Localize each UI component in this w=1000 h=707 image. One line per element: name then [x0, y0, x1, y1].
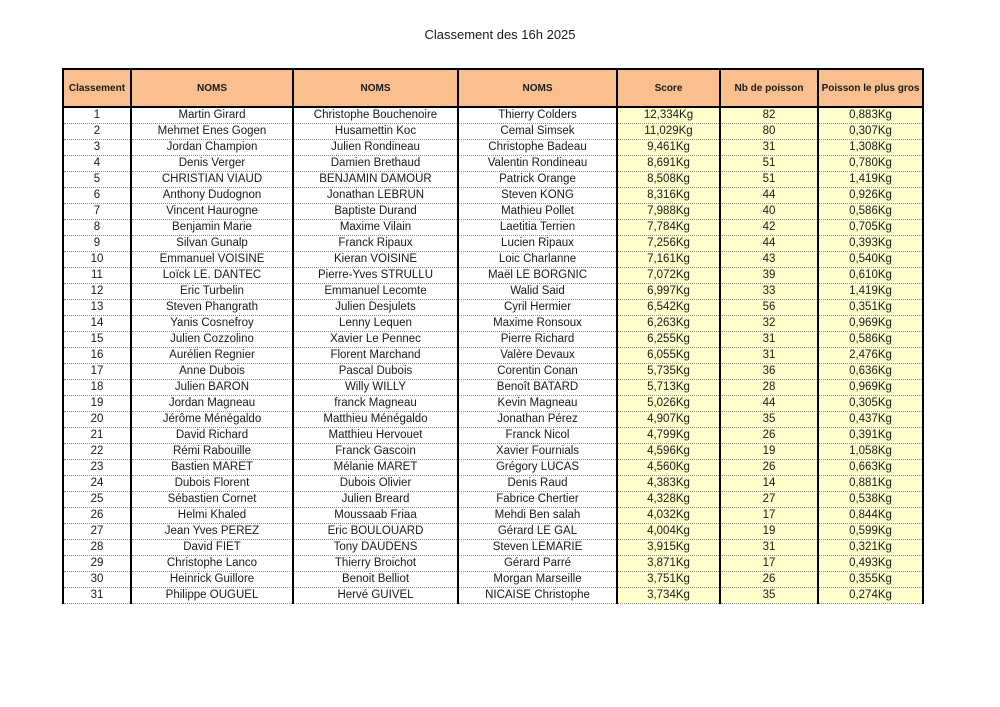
- biggest-fish-cell: 0,705Kg: [818, 220, 923, 236]
- name-cell: Hervé GUIVEL: [293, 588, 458, 604]
- table-row: [63, 124, 923, 140]
- name-cell: Jean Yves PEREZ: [131, 524, 293, 540]
- name-cell: Florent Marchand: [293, 348, 458, 364]
- table-row: [63, 396, 923, 412]
- header-noms-3: NOMS: [458, 69, 617, 107]
- biggest-fish-cell: 0,538Kg: [818, 492, 923, 508]
- biggest-fish-cell: 0,663Kg: [818, 460, 923, 476]
- name-cell: Pierre-Yves STRULLU: [293, 268, 458, 284]
- name-cell: Loic Charlanne: [458, 252, 617, 268]
- score-cell: 4,560Kg: [617, 460, 720, 476]
- name-cell: Martin Girard: [131, 107, 293, 124]
- score-cell: 11,029Kg: [617, 124, 720, 140]
- score-cell: 8,691Kg: [617, 156, 720, 172]
- name-cell: Thierry Broichot: [293, 556, 458, 572]
- table-row: [63, 540, 923, 556]
- name-cell: Jonathan LEBRUN: [293, 188, 458, 204]
- table-row: [63, 524, 923, 540]
- rank-cell: 7: [63, 204, 131, 220]
- fish-count-cell: 31: [720, 540, 818, 556]
- biggest-fish-cell: 0,586Kg: [818, 204, 923, 220]
- table-row: [63, 588, 923, 604]
- name-cell: Lenny Lequen: [293, 316, 458, 332]
- biggest-fish-cell: 0,540Kg: [818, 252, 923, 268]
- rank-cell: 15: [63, 332, 131, 348]
- name-cell: Maxime Vilain: [293, 220, 458, 236]
- name-cell: Christophe Lanco: [131, 556, 293, 572]
- biggest-fish-cell: 0,493Kg: [818, 556, 923, 572]
- header-row: [63, 69, 923, 107]
- rank-cell: 28: [63, 540, 131, 556]
- name-cell: Jérôme Ménégaldo: [131, 412, 293, 428]
- header-noms-2: NOMS: [293, 69, 458, 107]
- table-row: [63, 188, 923, 204]
- biggest-fish-cell: 0,883Kg: [818, 107, 923, 124]
- fish-count-cell: 80: [720, 124, 818, 140]
- name-cell: Christophe Badeau: [458, 140, 617, 156]
- score-cell: 4,328Kg: [617, 492, 720, 508]
- table-row: [63, 172, 923, 188]
- rank-cell: 1: [63, 107, 131, 124]
- score-cell: 3,751Kg: [617, 572, 720, 588]
- score-cell: 7,072Kg: [617, 268, 720, 284]
- rank-cell: 20: [63, 412, 131, 428]
- rank-cell: 5: [63, 172, 131, 188]
- name-cell: NICAISE Christophe: [458, 588, 617, 604]
- fish-count-cell: 19: [720, 444, 818, 460]
- name-cell: Husamettin Koc: [293, 124, 458, 140]
- rank-cell: 3: [63, 140, 131, 156]
- table-row: [63, 428, 923, 444]
- table-row: [63, 380, 923, 396]
- score-cell: 8,316Kg: [617, 188, 720, 204]
- fish-count-cell: 56: [720, 300, 818, 316]
- name-cell: Gérard Parré: [458, 556, 617, 572]
- name-cell: Dubois Olivier: [293, 476, 458, 492]
- name-cell: Helmi Khaled: [131, 508, 293, 524]
- biggest-fish-cell: 0,355Kg: [818, 572, 923, 588]
- fish-count-cell: 42: [720, 220, 818, 236]
- name-cell: Sébastien Cornet: [131, 492, 293, 508]
- score-cell: 4,596Kg: [617, 444, 720, 460]
- table-row: [63, 476, 923, 492]
- name-cell: Julien Desjulets: [293, 300, 458, 316]
- name-cell: Franck Ripaux: [293, 236, 458, 252]
- table-row: [63, 508, 923, 524]
- fish-count-cell: 44: [720, 236, 818, 252]
- fish-count-cell: 26: [720, 428, 818, 444]
- table-row: [63, 300, 923, 316]
- rank-cell: 19: [63, 396, 131, 412]
- rank-cell: 6: [63, 188, 131, 204]
- score-cell: 6,255Kg: [617, 332, 720, 348]
- score-cell: 4,383Kg: [617, 476, 720, 492]
- table-row: [63, 140, 923, 156]
- fish-count-cell: 26: [720, 572, 818, 588]
- name-cell: Jordan Champion: [131, 140, 293, 156]
- score-cell: 4,004Kg: [617, 524, 720, 540]
- biggest-fish-cell: 2,476Kg: [818, 348, 923, 364]
- name-cell: David Richard: [131, 428, 293, 444]
- fish-count-cell: 14: [720, 476, 818, 492]
- name-cell: Yanis Cosnefroy: [131, 316, 293, 332]
- fish-count-cell: 36: [720, 364, 818, 380]
- name-cell: Matthieu Ménégaldo: [293, 412, 458, 428]
- name-cell: Aurélien Regnier: [131, 348, 293, 364]
- header-score: Score: [617, 69, 720, 107]
- rank-cell: 8: [63, 220, 131, 236]
- name-cell: Jordan Magneau: [131, 396, 293, 412]
- fish-count-cell: 27: [720, 492, 818, 508]
- fish-count-cell: 51: [720, 156, 818, 172]
- name-cell: CHRISTIAN VIAUD: [131, 172, 293, 188]
- biggest-fish-cell: 0,437Kg: [818, 412, 923, 428]
- header-noms-1: NOMS: [131, 69, 293, 107]
- name-cell: Mehmet Enes Gogen: [131, 124, 293, 140]
- score-cell: 5,026Kg: [617, 396, 720, 412]
- name-cell: Emmanuel VOISINE: [131, 252, 293, 268]
- rank-cell: 22: [63, 444, 131, 460]
- rank-cell: 9: [63, 236, 131, 252]
- name-cell: Steven Phangrath: [131, 300, 293, 316]
- table-row: [63, 364, 923, 380]
- table-header: [63, 69, 923, 107]
- name-cell: Mehdi Ben salah: [458, 508, 617, 524]
- name-cell: Fabrice Chertier: [458, 492, 617, 508]
- name-cell: Bastien MARET: [131, 460, 293, 476]
- biggest-fish-cell: 0,969Kg: [818, 380, 923, 396]
- biggest-fish-cell: 1,419Kg: [818, 172, 923, 188]
- table-row: [63, 492, 923, 508]
- fish-count-cell: 44: [720, 188, 818, 204]
- biggest-fish-cell: 0,636Kg: [818, 364, 923, 380]
- table-row: [63, 220, 923, 236]
- name-cell: Denis Raud: [458, 476, 617, 492]
- name-cell: Cemal Simsek: [458, 124, 617, 140]
- rank-cell: 18: [63, 380, 131, 396]
- score-cell: 3,871Kg: [617, 556, 720, 572]
- name-cell: franck Magneau: [293, 396, 458, 412]
- rank-cell: 29: [63, 556, 131, 572]
- rank-cell: 10: [63, 252, 131, 268]
- table-row: [63, 268, 923, 284]
- name-cell: Laetitia Terrien: [458, 220, 617, 236]
- table-row: [63, 444, 923, 460]
- rank-cell: 12: [63, 284, 131, 300]
- name-cell: Xavier Fournials: [458, 444, 617, 460]
- name-cell: Emmanuel Lecomte: [293, 284, 458, 300]
- name-cell: Lucien Ripaux: [458, 236, 617, 252]
- rank-cell: 25: [63, 492, 131, 508]
- score-cell: 5,713Kg: [617, 380, 720, 396]
- name-cell: Denis Verger: [131, 156, 293, 172]
- name-cell: Jonathan Pérez: [458, 412, 617, 428]
- biggest-fish-cell: 0,610Kg: [818, 268, 923, 284]
- name-cell: Patrick Orange: [458, 172, 617, 188]
- biggest-fish-cell: 1,419Kg: [818, 284, 923, 300]
- score-cell: 6,542Kg: [617, 300, 720, 316]
- biggest-fish-cell: 0,393Kg: [818, 236, 923, 252]
- rank-cell: 17: [63, 364, 131, 380]
- rank-cell: 31: [63, 588, 131, 604]
- score-cell: 4,032Kg: [617, 508, 720, 524]
- table-row: [63, 284, 923, 300]
- table-row: [63, 572, 923, 588]
- fish-count-cell: 33: [720, 284, 818, 300]
- name-cell: Julien BARON: [131, 380, 293, 396]
- header-classement: Classement: [63, 69, 131, 107]
- biggest-fish-cell: 0,599Kg: [818, 524, 923, 540]
- rank-cell: 26: [63, 508, 131, 524]
- fish-count-cell: 19: [720, 524, 818, 540]
- rank-cell: 24: [63, 476, 131, 492]
- name-cell: Loïck LE. DANTEC: [131, 268, 293, 284]
- name-cell: Benoît BATARD: [458, 380, 617, 396]
- rank-cell: 27: [63, 524, 131, 540]
- name-cell: Heinrick Guillore: [131, 572, 293, 588]
- name-cell: Kevin Magneau: [458, 396, 617, 412]
- name-cell: Grégory LUCAS: [458, 460, 617, 476]
- biggest-fish-cell: 1,058Kg: [818, 444, 923, 460]
- name-cell: Benjamin Marie: [131, 220, 293, 236]
- rank-cell: 30: [63, 572, 131, 588]
- rank-cell: 21: [63, 428, 131, 444]
- name-cell: Anne Dubois: [131, 364, 293, 380]
- name-cell: BENJAMIN DAMOUR: [293, 172, 458, 188]
- score-cell: 7,256Kg: [617, 236, 720, 252]
- rank-cell: 11: [63, 268, 131, 284]
- biggest-fish-cell: 0,844Kg: [818, 508, 923, 524]
- name-cell: Kieran VOISINE: [293, 252, 458, 268]
- name-cell: Philippe OUGUEL: [131, 588, 293, 604]
- score-cell: 7,988Kg: [617, 204, 720, 220]
- score-cell: 4,907Kg: [617, 412, 720, 428]
- rank-cell: 14: [63, 316, 131, 332]
- fish-count-cell: 31: [720, 332, 818, 348]
- rank-cell: 2: [63, 124, 131, 140]
- biggest-fish-cell: 0,391Kg: [818, 428, 923, 444]
- name-cell: Baptiste Durand: [293, 204, 458, 220]
- score-cell: 9,461Kg: [617, 140, 720, 156]
- name-cell: Rémi Rabouille: [131, 444, 293, 460]
- name-cell: Moussaab Friaa: [293, 508, 458, 524]
- name-cell: Tony DAUDENS: [293, 540, 458, 556]
- name-cell: Julien Rondineau: [293, 140, 458, 156]
- fish-count-cell: 31: [720, 140, 818, 156]
- rank-cell: 16: [63, 348, 131, 364]
- score-cell: 6,055Kg: [617, 348, 720, 364]
- score-cell: 6,997Kg: [617, 284, 720, 300]
- biggest-fish-cell: 0,969Kg: [818, 316, 923, 332]
- name-cell: Julien Breard: [293, 492, 458, 508]
- fish-count-cell: 44: [720, 396, 818, 412]
- name-cell: Silvan Gunalp: [131, 236, 293, 252]
- name-cell: Benoit Belliot: [293, 572, 458, 588]
- fish-count-cell: 17: [720, 508, 818, 524]
- fish-count-cell: 35: [720, 588, 818, 604]
- name-cell: Mathieu Pollet: [458, 204, 617, 220]
- name-cell: Cyril Hermier: [458, 300, 617, 316]
- name-cell: Pierre Richard: [458, 332, 617, 348]
- biggest-fish-cell: 0,351Kg: [818, 300, 923, 316]
- name-cell: Eric BOULOUARD: [293, 524, 458, 540]
- table-row: [63, 107, 923, 124]
- table-row: [63, 332, 923, 348]
- name-cell: Anthony Dudognon: [131, 188, 293, 204]
- biggest-fish-cell: 0,305Kg: [818, 396, 923, 412]
- biggest-fish-cell: 1,308Kg: [818, 140, 923, 156]
- table-row: [63, 460, 923, 476]
- score-cell: 3,734Kg: [617, 588, 720, 604]
- score-cell: 8,508Kg: [617, 172, 720, 188]
- table-row: [63, 204, 923, 220]
- name-cell: Pascal Dubois: [293, 364, 458, 380]
- name-cell: Mélanie MARET: [293, 460, 458, 476]
- header-poisson-plus-gros: Poisson le plus gros: [818, 69, 923, 107]
- score-cell: 4,799Kg: [617, 428, 720, 444]
- name-cell: Dubois Florent: [131, 476, 293, 492]
- table-row: [63, 156, 923, 172]
- table-row: [63, 252, 923, 268]
- name-cell: Franck Gascoin: [293, 444, 458, 460]
- biggest-fish-cell: 0,780Kg: [818, 156, 923, 172]
- name-cell: Gérard LE GAL: [458, 524, 617, 540]
- biggest-fish-cell: 0,321Kg: [818, 540, 923, 556]
- name-cell: Walid Said: [458, 284, 617, 300]
- name-cell: Matthieu Hervouet: [293, 428, 458, 444]
- table-body: [63, 107, 923, 604]
- name-cell: Valentin Rondineau: [458, 156, 617, 172]
- table-row: [63, 316, 923, 332]
- name-cell: Steven KONG: [458, 188, 617, 204]
- score-cell: 3,915Kg: [617, 540, 720, 556]
- biggest-fish-cell: 0,274Kg: [818, 588, 923, 604]
- fish-count-cell: 82: [720, 107, 818, 124]
- fish-count-cell: 51: [720, 172, 818, 188]
- name-cell: Maxime Ronsoux: [458, 316, 617, 332]
- ranking-table: [62, 68, 924, 604]
- header-nb-poisson: Nb de poisson: [720, 69, 818, 107]
- score-cell: 5,735Kg: [617, 364, 720, 380]
- name-cell: Christophe Bouchenoire: [293, 107, 458, 124]
- biggest-fish-cell: 0,586Kg: [818, 332, 923, 348]
- rank-cell: 13: [63, 300, 131, 316]
- name-cell: Morgan Marseille: [458, 572, 617, 588]
- fish-count-cell: 26: [720, 460, 818, 476]
- fish-count-cell: 35: [720, 412, 818, 428]
- fish-count-cell: 28: [720, 380, 818, 396]
- name-cell: David FIET: [131, 540, 293, 556]
- fish-count-cell: 17: [720, 556, 818, 572]
- table-row: [63, 236, 923, 252]
- name-cell: Xavier Le Pennec: [293, 332, 458, 348]
- table-row: [63, 348, 923, 364]
- fish-count-cell: 39: [720, 268, 818, 284]
- biggest-fish-cell: 0,881Kg: [818, 476, 923, 492]
- table-row: [63, 556, 923, 572]
- name-cell: Valère Devaux: [458, 348, 617, 364]
- table-row: [63, 412, 923, 428]
- name-cell: Willy WILLY: [293, 380, 458, 396]
- fish-count-cell: 32: [720, 316, 818, 332]
- fish-count-cell: 40: [720, 204, 818, 220]
- name-cell: Vincent Haurogne: [131, 204, 293, 220]
- name-cell: Corentin Conan: [458, 364, 617, 380]
- fish-count-cell: 31: [720, 348, 818, 364]
- fish-count-cell: 43: [720, 252, 818, 268]
- name-cell: Eric Turbelin: [131, 284, 293, 300]
- score-cell: 12,334Kg: [617, 107, 720, 124]
- score-cell: 7,784Kg: [617, 220, 720, 236]
- biggest-fish-cell: 0,307Kg: [818, 124, 923, 140]
- page-title: Classement des 16h 2025: [424, 27, 576, 42]
- name-cell: Maël LE BORGNIC: [458, 268, 617, 284]
- name-cell: Steven LEMARIE: [458, 540, 617, 556]
- name-cell: Thierry Colders: [458, 107, 617, 124]
- score-cell: 7,161Kg: [617, 252, 720, 268]
- biggest-fish-cell: 0,926Kg: [818, 188, 923, 204]
- rank-cell: 4: [63, 156, 131, 172]
- score-cell: 6,263Kg: [617, 316, 720, 332]
- rank-cell: 23: [63, 460, 131, 476]
- name-cell: Julien Cozzolino: [131, 332, 293, 348]
- name-cell: Damien Brethaud: [293, 156, 458, 172]
- name-cell: Franck Nicol: [458, 428, 617, 444]
